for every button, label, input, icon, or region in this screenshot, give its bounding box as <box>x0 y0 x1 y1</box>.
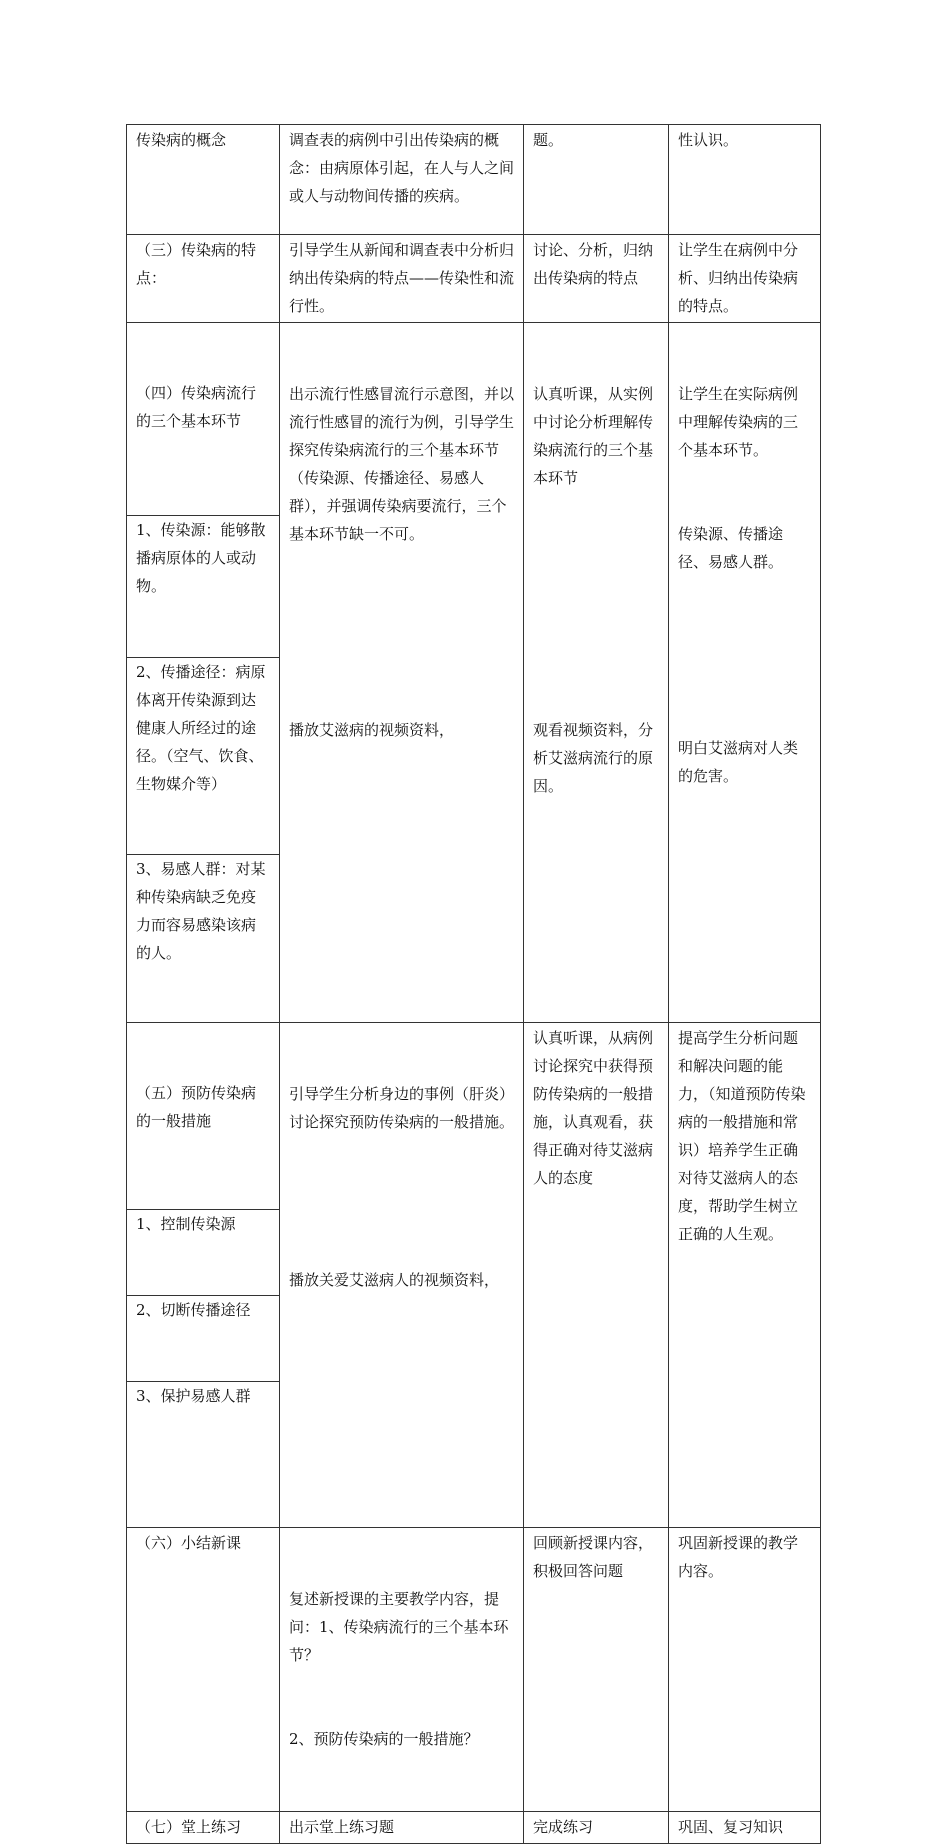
table-row <box>127 235 821 323</box>
stage-subitem: 3、保护易感人群 <box>127 1381 279 1471</box>
purpose-text: 明白艾滋病对人类的危害。 <box>678 739 799 785</box>
stage-cell: （六）小结新课 <box>127 1528 280 1812</box>
stage-subitem: 1、传染源：能够散播病原体的人或动物。 <box>127 515 279 601</box>
student-activity-text: 观看视频资料，分析艾滋病流行的原因。 <box>533 721 654 795</box>
student-activity-cell: 完成练习 <box>524 1812 669 1844</box>
stage-subitem: 2、传播途径：病原体离开传染源到达健康人所经过的途径。（空气、饮食、生物媒介等） <box>127 657 279 798</box>
purpose-cell: 提高学生分析问题和解决问题的能力，（知道预防传染病的一般措施和常识）培养学生正确对待艾滋病人的态度，帮助学生树立正确的人生观。 <box>669 1023 821 1528</box>
stage-heading: （五）预防传染病的一般措施 <box>136 1084 257 1130</box>
teacher-activity-text: 出示流行性感冒流行示意图，并以流行性感冒的流行为例，引导学生探究传染病流行的三个基本环节（传染源、传播途径、易感人群），并强调传染病要流行，三个基本环节缺一不可。 <box>289 385 515 543</box>
purpose-cell: 性认识。 <box>669 125 821 235</box>
table-row <box>127 323 821 1023</box>
teacher-activity-cell: 出示堂上练习题 <box>280 1812 524 1844</box>
purpose-cell: 巩固、复习知识 <box>669 1812 821 1844</box>
purpose-cell <box>669 323 821 1023</box>
stage-cell <box>127 1023 280 1528</box>
purpose-cell: 巩固新授课的教学内容。 <box>669 1528 821 1812</box>
student-activity-cell: 讨论、分析，归纳出传染病的特点 <box>524 235 669 323</box>
student-activity-cell: 回顾新授课内容，积极回答问题 <box>524 1528 669 1812</box>
teacher-activity-cell: 引导学生从新闻和调查表中分析归纳出传染病的特点——传染性和流行性。 <box>280 235 524 323</box>
lesson-plan-table <box>126 124 821 1844</box>
stage-subitem: 3、易感人群：对某种传染病缺乏免疫力而容易感染该病的人。 <box>127 854 279 966</box>
stage-subitem: 1、控制传染源 <box>127 1209 279 1239</box>
purpose-text: 传染源、传播途径、易感人群。 <box>678 525 784 571</box>
student-activity-cell <box>524 323 669 1023</box>
student-activity-text: 认真听课，从实例中讨论分析理解传染病流行的三个基本环节 <box>533 385 654 487</box>
stage-cell: 传染病的概念 <box>127 125 280 235</box>
teacher-activity-text: 2、预防传染病的一般措施？ <box>289 1730 479 1748</box>
teacher-activity-cell <box>280 323 524 1023</box>
table-row <box>127 1528 821 1812</box>
table-row <box>127 125 821 235</box>
teacher-activity-text: 复述新授课的主要教学内容，提问：1、传染病流行的三个基本环节？ <box>289 1590 509 1664</box>
stage-cell: （三）传染病的特点： <box>127 235 280 323</box>
teacher-activity-text: 播放艾滋病的视频资料， <box>289 721 455 739</box>
student-activity-cell: 认真听课，从病例讨论探究中获得预防传染病的一般措施，认真观看，获得正确对待艾滋病人的态度 <box>524 1023 669 1528</box>
teacher-activity-text: 播放关爱艾滋病人的视频资料， <box>289 1271 500 1289</box>
stage-heading: （四）传染病流行的三个基本环节 <box>136 384 257 430</box>
student-activity-cell: 题。 <box>524 125 669 235</box>
table-row <box>127 1023 821 1528</box>
purpose-cell: 让学生在病例中分析、归纳出传染病的特点。 <box>669 235 821 323</box>
table-row <box>127 1812 821 1844</box>
stage-subitem: 2、切断传播途径 <box>127 1295 279 1325</box>
teacher-activity-cell <box>280 1528 524 1812</box>
teacher-activity-text: 引导学生分析身边的事例（肝炎）讨论探究预防传染病的一般措施。 <box>289 1085 515 1131</box>
purpose-text: 让学生在实际病例中理解传染病的三个基本环节。 <box>678 385 799 459</box>
stage-cell <box>127 323 280 1023</box>
stage-cell: （七）堂上练习 <box>127 1812 280 1844</box>
teacher-activity-cell <box>280 1023 524 1528</box>
teacher-activity-cell: 调查表的病例中引出传染病的概念：由病原体引起，在人与人之间或人与动物间传播的疾病。 <box>280 125 524 235</box>
